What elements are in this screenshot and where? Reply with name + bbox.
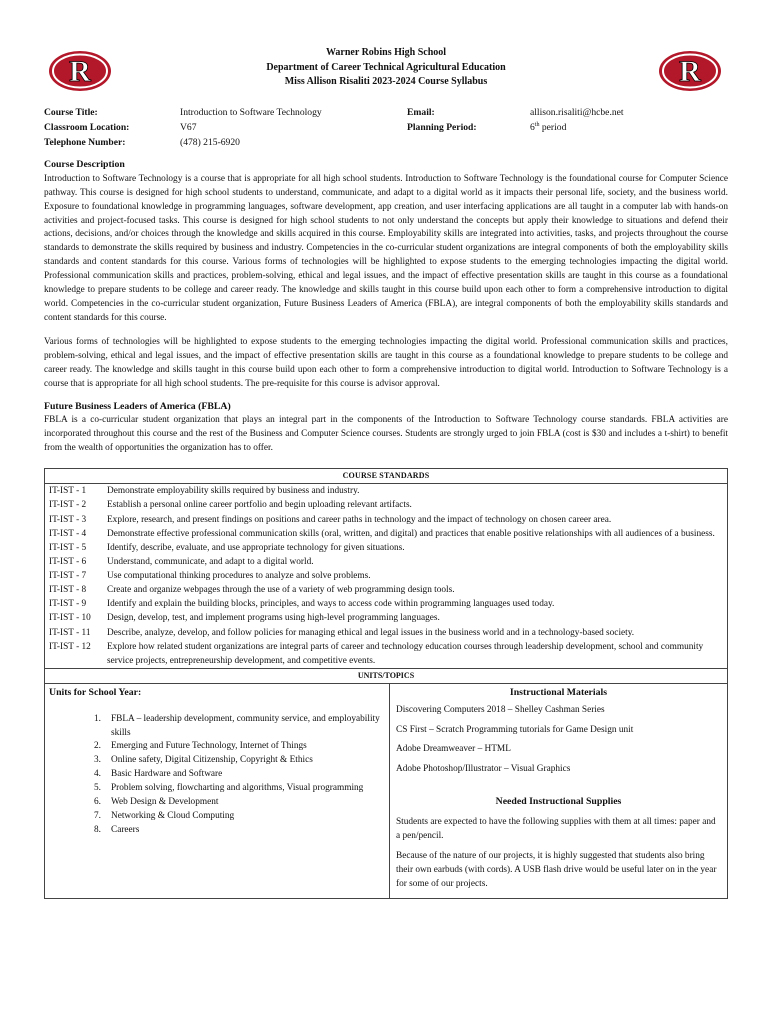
telephone-value: (478) 215-6920 [180,136,240,148]
school-logo-left [48,50,112,92]
standard-code: IT-IST - 5 [49,542,87,553]
standard-code: IT-IST - 9 [49,599,87,610]
material-item: Adobe Photoshop/Illustrator – Visual Graphics [396,764,571,775]
materials-heading: Instructional Materials [509,686,608,698]
unit-text: Basic Hardware and Software [111,769,223,780]
unit-number: 7. [94,811,101,822]
standard-item [49,611,723,625]
unit-number: 5. [94,783,101,794]
teacher-line: Miss Allison Risaliti 2023-2024 Course Syllabus [284,76,488,87]
standard-item [49,583,723,597]
unit-item [49,754,385,768]
classroom-label: Classroom Location: [44,121,130,133]
standard-text: Demonstrate employability skills required by business and industry. [107,486,360,497]
telephone-label: Telephone Number: [44,136,126,148]
unit-number: 3. [94,755,101,766]
email-label: Email: [407,107,435,118]
unit-text: Networking & Cloud Computing [111,811,235,822]
units-cell [45,683,390,898]
standard-item [49,513,723,527]
planning-label: Planning Period: [407,121,477,133]
course-description-paragraph-1: Introduction to Software Technology is a course that is appropriate for all high school students. Introduction to Software Technology is the foundational course for Computer Science pathway. This course is designed for high school students to understand, communicate, and adapt to a digital world as it impacts their personal life, society, and the business world. Exposure to foundational knowledge in programming languages, software development, app creation, and user interfacing applications are all taught in a computer lab with hands-on activities and project-focused tasks. This course is designed for high school students to not only understand the concepts but apply their knowledge to situations and defend their actions, decisions, and/or choices through the knowledge and skills acquired in this course. Employability skills are integrated into activities, tasks, and projects throughout the course standards to demonstrate the skills required by business and industry. Competencies in the co-curricular student organizations are integral components of both the employability skills standards and content standards for this course. Various forms of technologies will be highlighted to expose students to the emerging technologies impacting the digital world. Professional communication skills and practices, problem-solving, ethical and legal issues, and the impact of effective presentation skills are taught in this course as a foundational knowledge to prepare students to be college and career ready. The knowledge and skills taught in this course build upon each other to form a comprehensive introduction to digital world. Competencies in the co-curricular student organization, Future Business Leaders of America (FBLA), are integral components of both the employability skills standards and content standards for this course. [44,173,728,324]
course-info [44,106,728,158]
unit-text: FBLA – leadership development, community service, and employability skills [111,713,380,738]
unit-number: 2. [94,741,101,752]
standard-item [49,541,723,555]
planning-value: 6th period [530,121,567,134]
material-item: Adobe Dreamweaver – HTML [396,744,511,755]
material-item: Discovering Computers 2018 – Shelley Cashman Series [396,704,605,715]
unit-item [49,824,385,838]
materials-cell [390,683,728,898]
standard-text: Identify, describe, evaluate, and use appropriate technology for given situations. [107,542,405,553]
standard-text: Use computational thinking procedures to analyze and solve problems. [107,571,371,581]
standard-item [49,569,723,583]
supplies-paragraph-1: Students are expected to have the following supplies with them at all times: paper and a pen/pencil. [396,817,716,841]
classroom-value: V67 [180,121,197,133]
standard-code: IT-IST - 7 [49,571,87,581]
standard-text: Establish a personal online career portfolio and begin uploading relevant artifacts. [107,500,412,511]
logo-letter: R [679,55,701,88]
standard-text: Identify and explain the building blocks, principles, and ways to access code within programming languages used today. [107,599,555,610]
materials-list [396,704,721,778]
standard-code: IT-IST - 2 [49,500,87,511]
standard-text: Understand, communicate, and adapt to a digital world. [107,556,314,567]
header [44,40,728,106]
school-logo-right [658,50,722,92]
unit-item [49,768,385,782]
units-heading: Units for School Year: [49,686,142,698]
unit-item [49,796,385,810]
supplies-paragraph-2: Because of the nature of our projects, it is highly suggested that students also bring their own earbuds (with cords). A USB flash drive would be useful later on in the year for some of our projects. [396,850,717,889]
unit-item [49,740,385,754]
standards-table [44,468,728,898]
fbla-paragraph: FBLA is a co-curricular student organization that plays an integral part in the components of the Introduction to Software Technology course standards. FBLA activities are incorporated throughout this course and the rest of the Business and Computer Science courses. Students are strongly urged to join FBLA (cost is $30 and includes a t-shirt) to benefit from the wealth of opportunities the organization has to offer. [44,415,728,454]
email-value[interactable]: allison.risaliti@hcbe.net [530,107,624,118]
fbla-heading: Future Business Leaders of America (FBLA) [44,400,231,412]
standard-code: IT-IST - 11 [49,627,91,638]
supplies-section [396,795,721,891]
standard-code: IT-IST - 10 [49,613,91,624]
unit-text: Online safety, Digital Citizenship, Copyright & Ethics [111,755,313,766]
unit-item [49,810,385,824]
standard-text: Design, develop, test, and implement programs using high-level programming languages. [107,613,440,624]
unit-text: Careers [111,825,140,836]
unit-number: 8. [94,825,101,836]
standard-code: IT-IST - 3 [49,514,87,525]
department-name: Department of Career Technical Agricultural Education [266,61,506,73]
course-description-paragraph-2: Various forms of technologies will be highlighted to expose students to the emerging technologies impacting the digital world. Professional communication skills and practices, problem-solving, ethical and legal issues, and the impact of effective presentation skills are taught in this course as a foundational knowledge to prepare students to be college and career ready. The knowledge and skills taught in this course build upon each other to form a comprehensive introduction to digital world. Introduction to Software Technology is a course that is appropriate for all high school students. The pre-requisite for this course is advisor approval. [44,337,728,389]
standard-text: Explore, research, and present findings on positions and career paths in technology and the impact of technology on chosen career area. [107,514,612,525]
unit-item [49,782,385,796]
standard-code: IT-IST - 8 [49,585,87,596]
course-standards-heading: COURSE STANDARDS [45,469,728,484]
material-item: CS First – Scratch Programming tutorials for Game Design unit [396,724,634,735]
standard-text: Demonstrate effective professional communication skills (oral, written, and digital) and practices that enable positive relationships with all audiences of a business. [107,528,715,539]
logo-letter: R [69,55,91,88]
units-topics-heading: UNITS/TOPICS [45,668,728,683]
title-block [44,40,728,90]
standard-item [49,597,723,611]
standard-item [49,527,723,541]
standard-item [49,640,723,668]
supplies-heading: Needed Instructional Supplies [495,796,622,808]
course-title-value: Introduction to Software Technology [180,107,322,118]
unit-text: Web Design & Development [111,797,219,808]
standard-text: Create and organize webpages through the use of a variety of web programming design tools. [107,585,455,596]
standard-item [49,626,723,640]
standard-item [49,484,723,498]
unit-text: Problem solving, flowcharting and algorithms, Visual programming [111,783,364,794]
unit-item [49,713,385,741]
unit-number: 6. [94,797,101,808]
school-name: Warner Robins High School [325,47,447,58]
standard-code: IT-IST - 12 [49,641,91,652]
standard-text: Describe, analyze, develop, and follow policies for managing ethical and legal issues in the business world and in a technology-based society. [107,627,635,638]
units-list [49,713,385,838]
standard-code: IT-IST - 6 [49,556,87,567]
standards-list [45,484,728,669]
course-title-label: Course Title: [44,107,98,118]
unit-number: 1. [94,713,101,724]
standard-text: Explore how related student organizations are integral parts of career and technology education courses through leadership development, school and community service projects, entrepreneurship development, and competitive events. [107,641,704,666]
syllabus-page [44,40,728,899]
standard-code: IT-IST - 4 [49,528,87,539]
standard-item [49,555,723,569]
course-description-heading: Course Description [44,159,125,170]
unit-text: Emerging and Future Technology, Internet of Things [111,741,307,752]
standard-item [49,498,723,512]
standard-code: IT-IST - 1 [49,486,87,497]
unit-number: 4. [94,769,101,780]
